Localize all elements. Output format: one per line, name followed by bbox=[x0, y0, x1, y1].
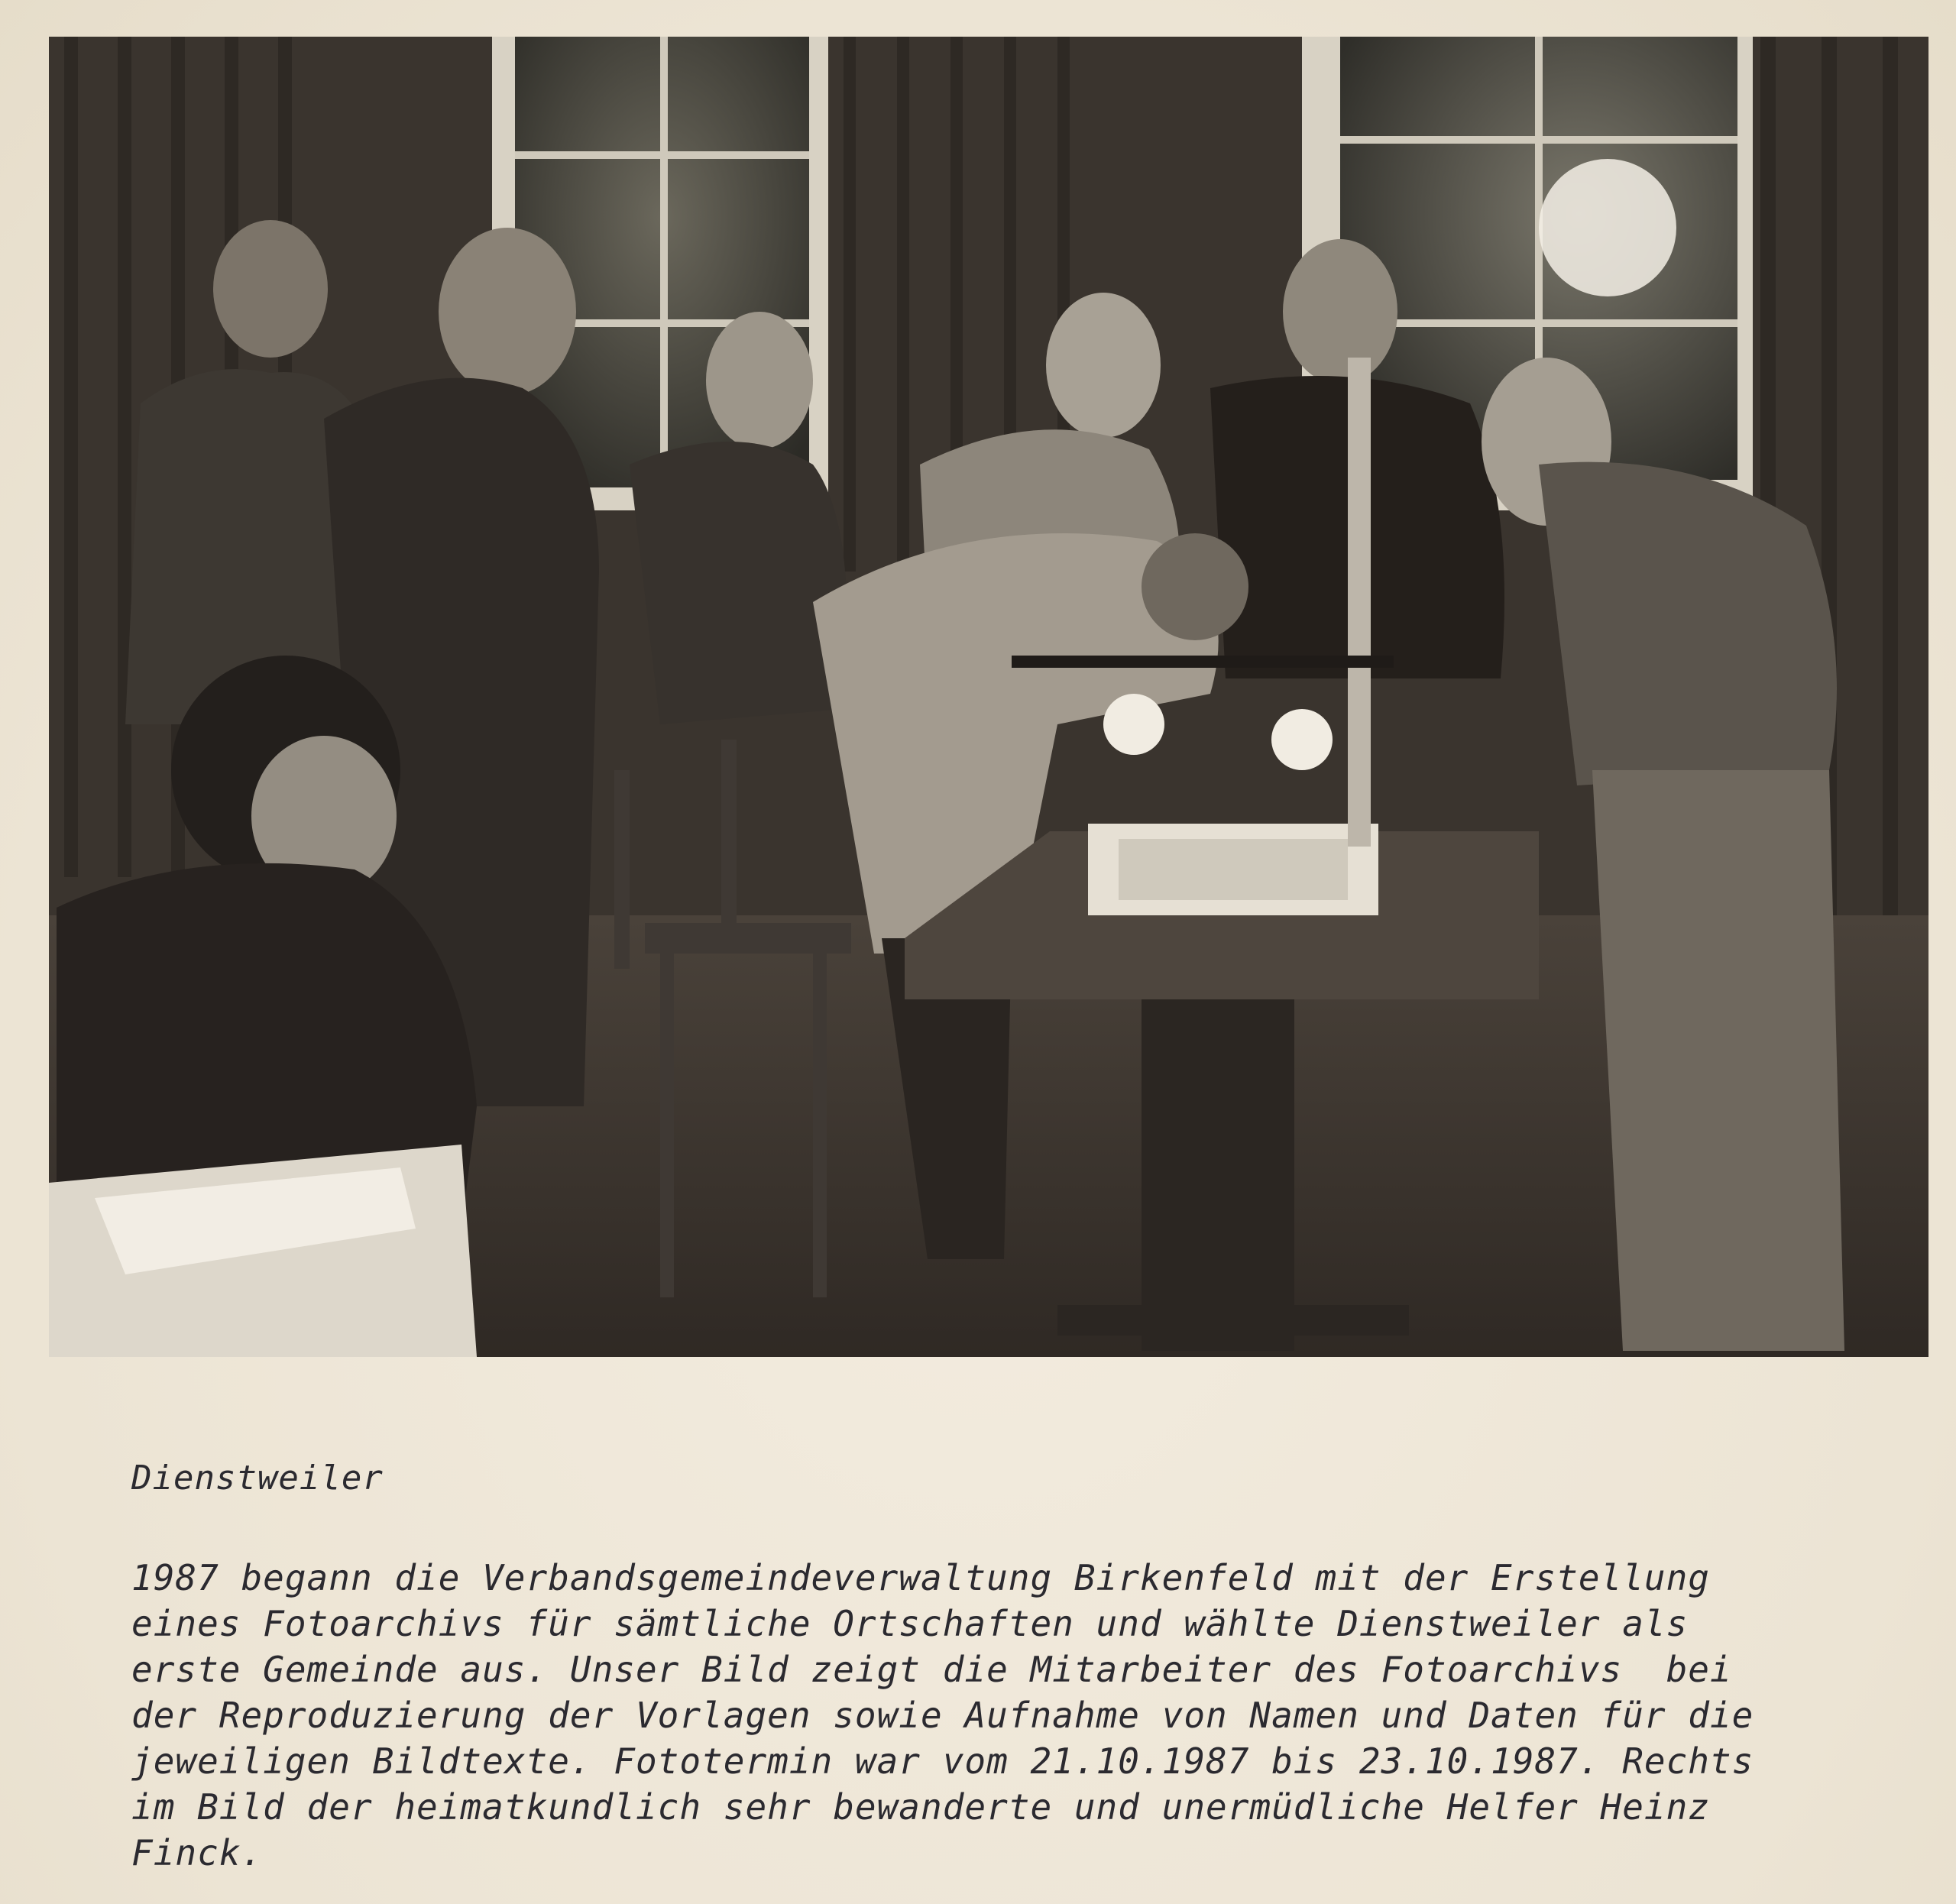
caption-line: erste Gemeinde aus. Unser Bild zeigt die Mitarbeiter des Fotoarchivs bei bbox=[131, 1649, 1732, 1690]
caption-line: jeweiligen Bildtexte. Fototermin war vom 21.10.1987 bis 23.10.1987. Rechts bbox=[131, 1740, 1754, 1782]
black-and-white-photograph bbox=[49, 37, 1928, 1357]
caption-line: 1987 begann die Verbandsgemeindeverwaltung Birkenfeld mit der Erstellung bbox=[131, 1557, 1710, 1598]
caption-title: Dienstweiler bbox=[131, 1459, 384, 1498]
caption-body bbox=[131, 1555, 1858, 1876]
caption-line: eines Fotoarchivs für sämtliche Ortschaften und wählte Dienstweiler als bbox=[131, 1603, 1689, 1644]
caption-line: Finck. bbox=[131, 1832, 264, 1873]
caption-line: im Bild der heimatkundlich sehr bewanderte und unermüdliche Helfer Heinz bbox=[131, 1786, 1710, 1828]
photo-illustration bbox=[49, 37, 1928, 1357]
caption-line: der Reproduzierung der Vorlagen sowie Aufnahme von Namen und Daten für die bbox=[131, 1695, 1754, 1736]
caption-block bbox=[131, 1456, 1858, 1876]
